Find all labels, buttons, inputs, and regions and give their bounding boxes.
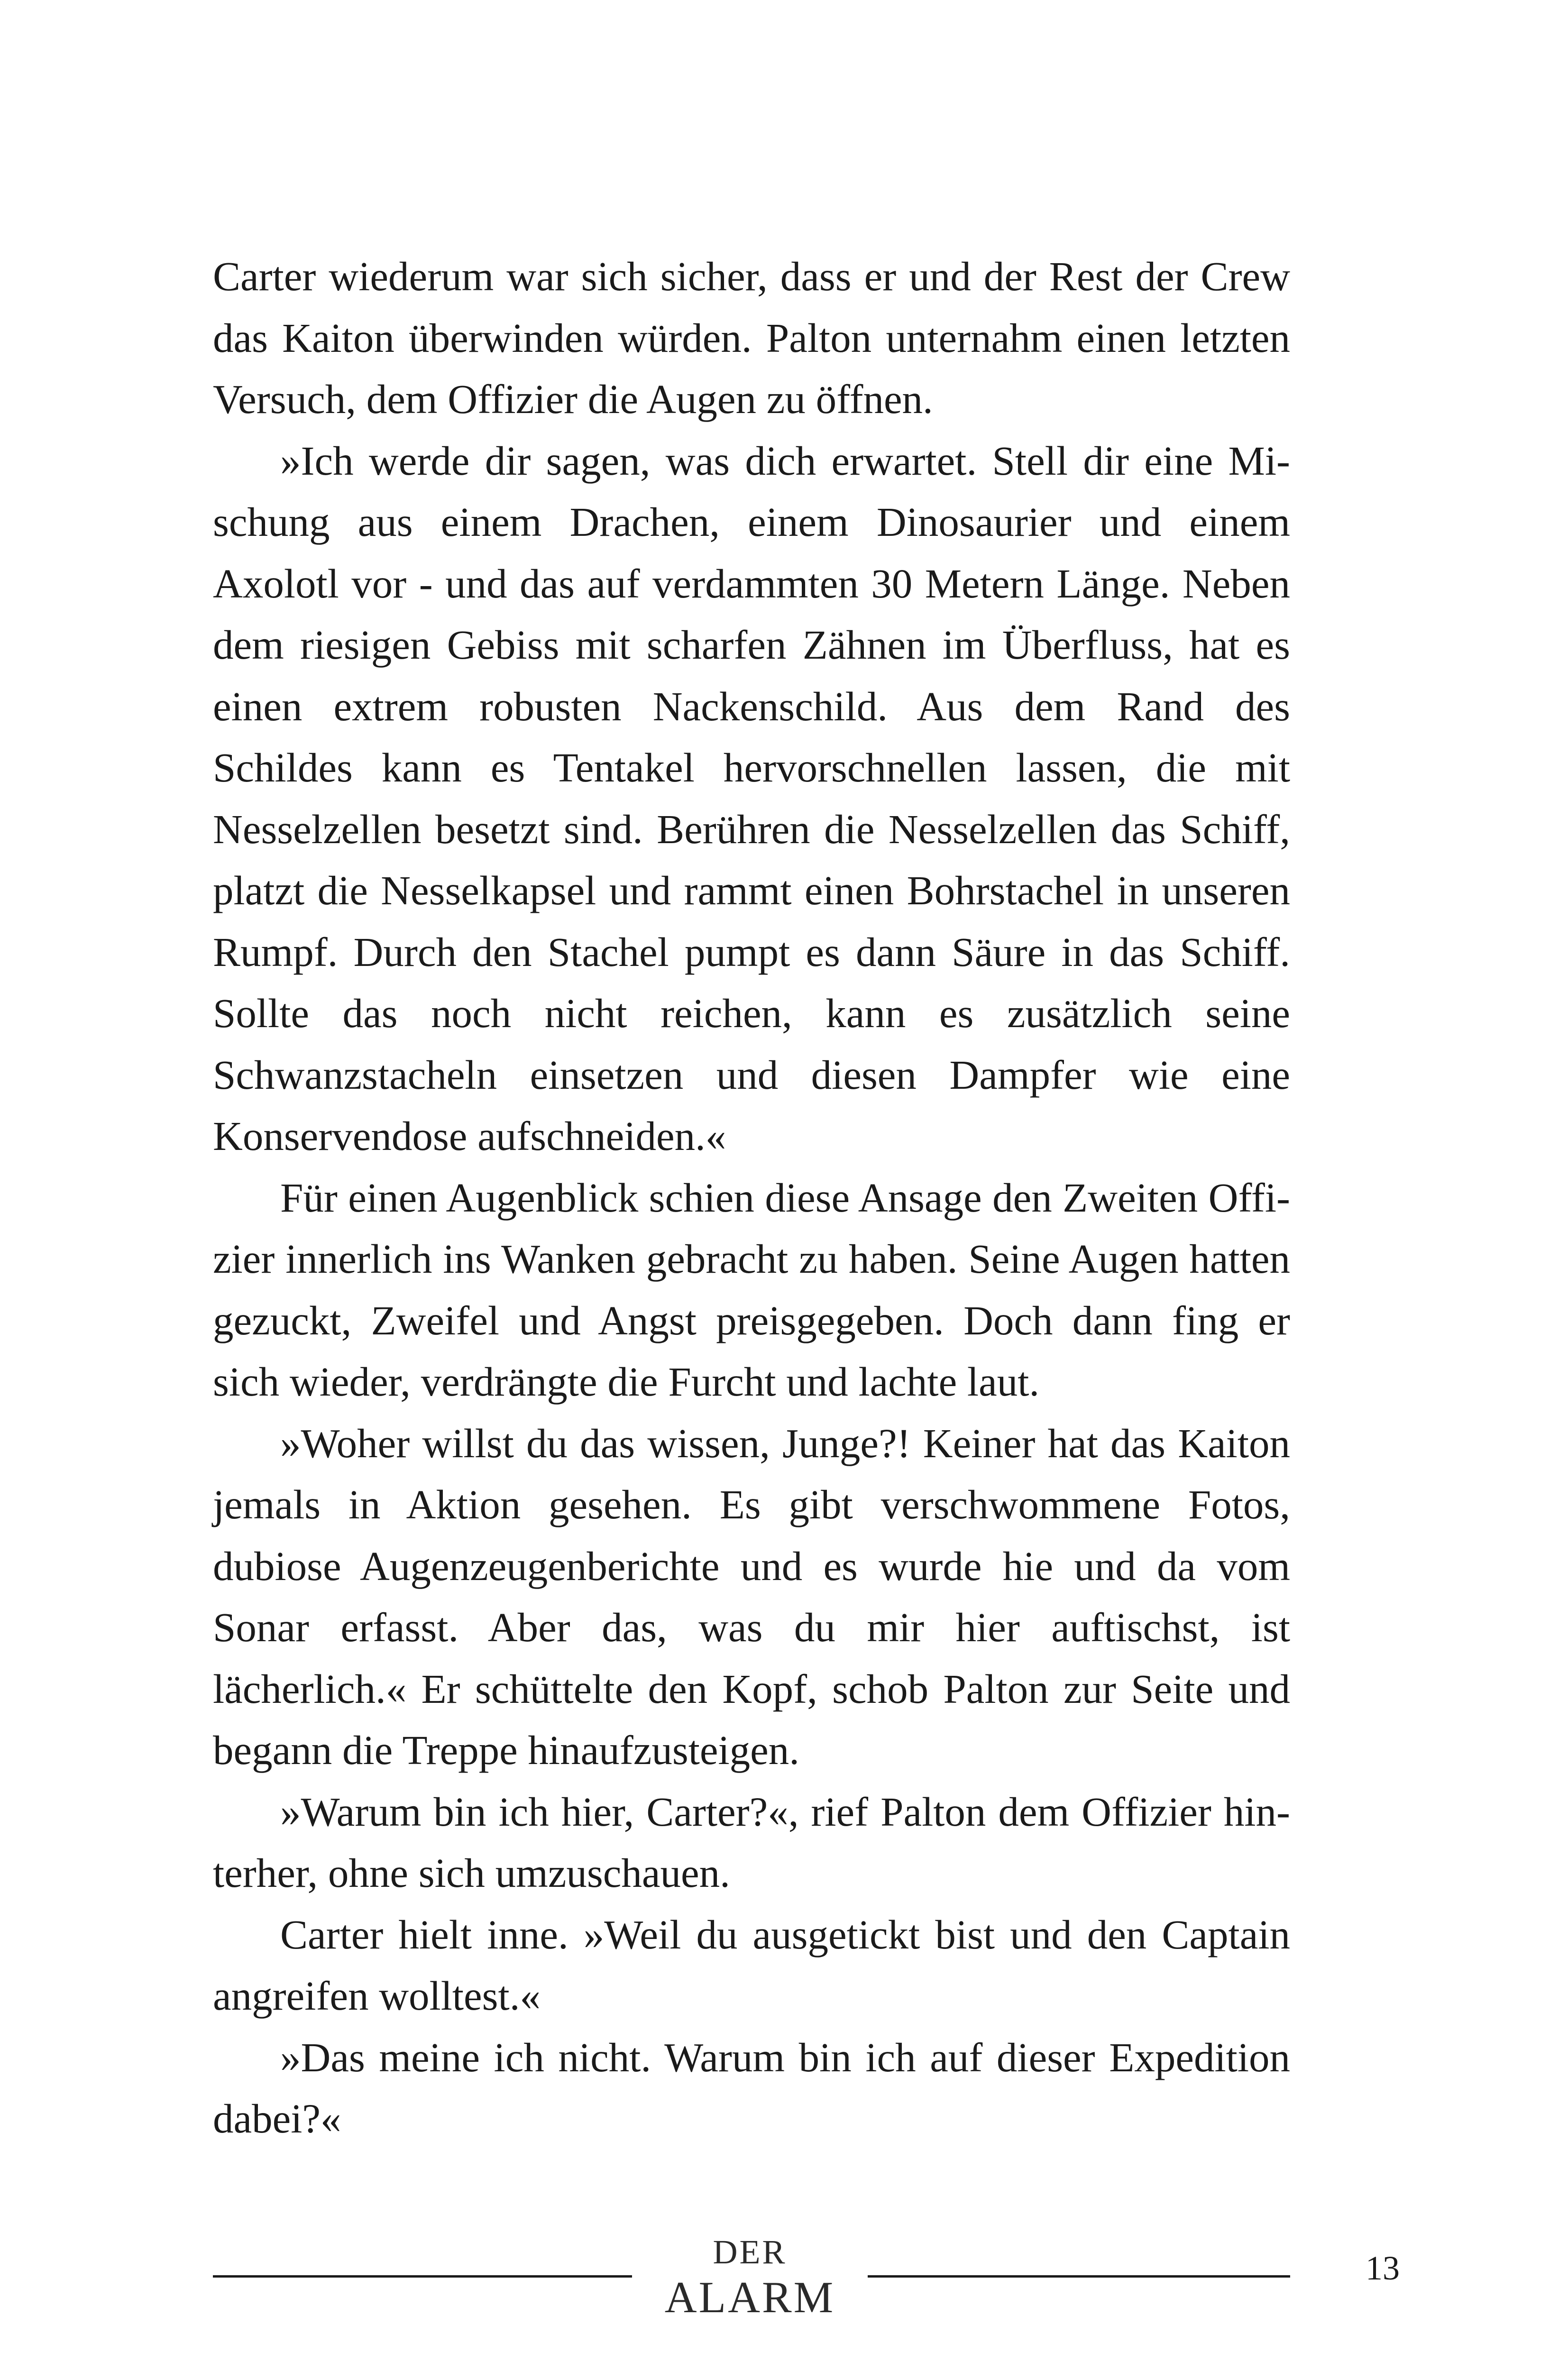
body-text [213,246,1290,2150]
footer-title [632,2233,868,2324]
paragraph: Für einen Augenblick schien diese Ansage den Zweiten Offizier innerlich ins Wanken gebracht zu haben. Seine Augen hatten gezuckt, Zweifel und Angst preisgegeben. Doch dann fing er sich wieder, verdrängte die Furcht und lachte laut. [213,1174,1290,1405]
footer-rule-right [868,2275,1290,2278]
paragraph: Carter wiederum war sich sicher, dass er und der Rest der Crew das Kaiton überwinden würden. Palton unternahm einen letzten Versuch, dem Offizier die Augen zu öffnen. [213,253,1290,422]
paragraph: »Ich werde dir sagen, was dich erwartet. Stell dir eine Mischung aus einem Drachen, einem Dinosaurier und einem Axolotl vor - und das auf verdammten 30 Metern Länge. Neben dem riesigen Gebiss mit scharfen Zähnen im Überfluss, hat es einen extrem robusten Nackenschild. Aus dem Rand des Schildes kann es Tentakel hervorschnellen lassen, die mit Nesselzellen besetzt sind. Berühren die Nesselzellen das Schiff, platzt die Nesselkapsel und rammt einen Bohrstachel in unseren Rumpf. Durch den Stachel pumpt es dann Säure in das Schiff. Sollte das noch nicht reichen, kann es zusätzlich seine Schwanzstacheln einsetzen und diesen Dampfer wie eine Konservendose aufschneiden.« [213,437,1290,1159]
page-number: 13 [1366,2249,1400,2287]
footer-title-line2: ALARM [664,2273,835,2322]
footer-rule-left [213,2275,632,2278]
paragraph: »Woher willst du das wissen, Junge?! Keiner hat das Kaiton jemals in Aktion gesehen. Es gibt verschwommene Fotos, dubiose Augenzeugenberichte und es wurde hie und da vom Sonar erfasst. Aber das, was du mir hier auftischst, ist lächerlich.« Er schüttelte den Kopf, schob Palton zur Seite und begann die Treppe hinaufzusteigen. [213,1420,1290,1773]
paragraph: »Das meine ich nicht. Warum bin ich auf dieser Expedition dabei?« [213,2034,1290,2141]
paragraph: Carter hielt inne. »Weil du ausgetickt bist und den Captain angreifen wolltest.« [213,1911,1290,2019]
paragraph: »Warum bin ich hier, Carter?«, rief Palton dem Offizier hinterher, ohne sich umzuschauen. [213,1788,1290,1896]
footer-title-line1: DER [713,2233,787,2271]
